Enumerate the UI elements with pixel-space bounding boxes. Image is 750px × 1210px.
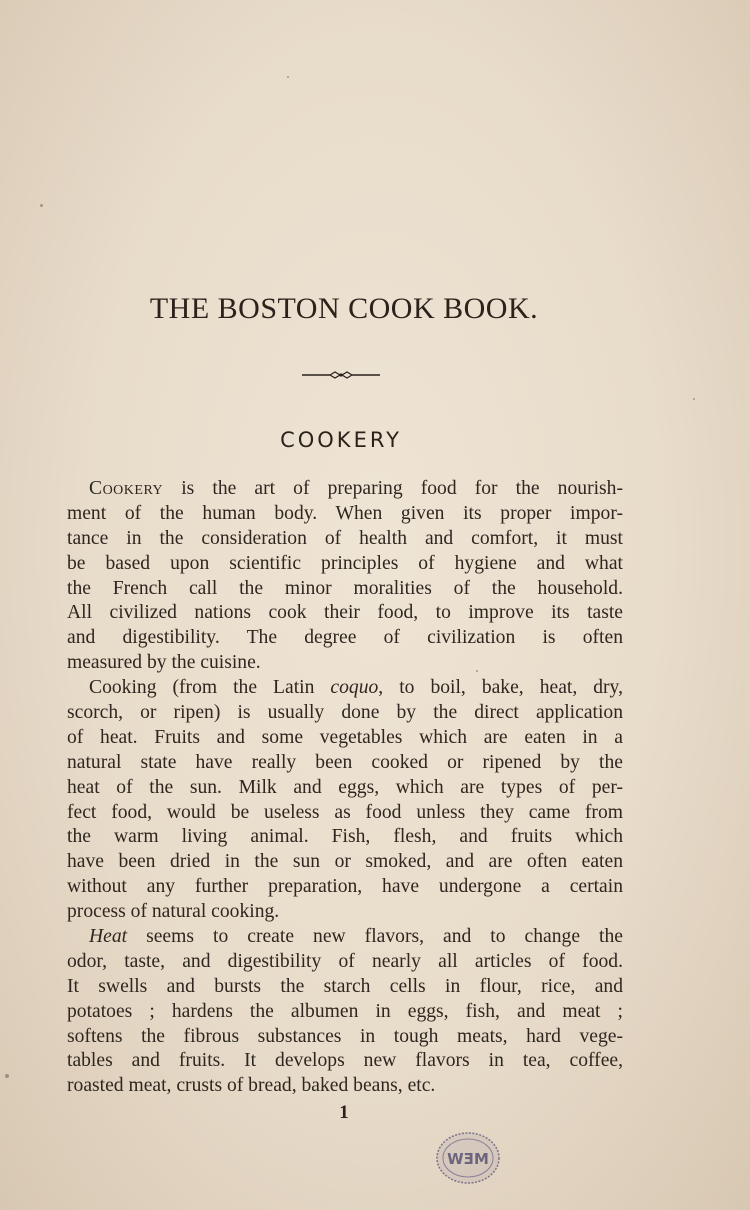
text-line [67,726,623,751]
text-segment: tables and fruits. It develops new flavors in tea, coffee, [67,1050,623,1072]
text-line [67,776,623,801]
text-line [67,875,623,900]
text-segment: seems to create new flavors, and to change the [127,926,623,948]
text-segment: be based upon scientific principles of hygiene and what [67,552,623,574]
text-segment: tance in the consideration of health and comfort, it must [67,527,623,549]
text-segment: odor, taste, and digestibility of nearly all articles of food. [67,950,623,972]
stamp-text: MEW [447,1150,489,1168]
page-number: 1 [339,1102,349,1123]
text-line [67,676,623,701]
text-line [67,751,623,776]
text-line [67,527,623,552]
text-segment: have been dried in the sun or smoked, and are often eaten [67,851,623,873]
text-line [67,601,623,626]
text-line [67,975,623,1000]
paper-speck [287,76,289,78]
text-segment: measured by the cuisine. [67,652,261,674]
italic-term: Heat [89,926,128,948]
text-segment: ment of the human body. When given its proper impor- [67,502,623,524]
text-segment: process of natural cooking. [67,901,280,923]
body-text [67,477,623,1099]
text-line [67,801,623,826]
text-segment: the French call the minor moralities of the household. [67,577,623,599]
ornament-divider-icon [300,368,382,382]
text-segment: the warm living animal. Fish, flesh, and fruits which [67,826,623,848]
paper-speck [40,204,43,207]
text-line [67,825,623,850]
text-line [67,900,623,925]
text-line [67,552,623,577]
text-line [67,1000,623,1025]
text-segment: roasted meat, crusts of bread, baked beans, etc. [67,1075,436,1097]
text-segment: softens the fibrous substances in tough meats, hard vege- [67,1025,623,1047]
text-segment: Cooking (from the Latin [89,677,331,699]
section-heading: COOKERY [280,428,402,452]
text-line [67,1074,623,1099]
text-line [67,850,623,875]
text-segment: and digestibility. The degree of civilization is often [67,627,623,649]
text-line [67,651,623,676]
text-line [67,925,623,950]
text-line [67,477,623,502]
text-segment: It swells and bursts the starch cells in flour, rice, and [67,975,623,997]
text-segment: without any further preparation, have undergone a certain [67,876,623,898]
text-segment: All civilized nations cook their food, to improve its taste [67,602,623,624]
library-stamp-icon [434,1130,502,1186]
text-line [67,701,623,726]
text-line [67,626,623,651]
text-line [67,1025,623,1050]
text-line [67,950,623,975]
text-segment: of heat. Fruits and some vegetables which are eaten in a [67,726,623,748]
small-caps-term: Cookery [89,478,164,499]
text-line [67,502,623,527]
text-segment: fect food, would be useless as food unless they came from [67,801,623,823]
text-line [67,1049,623,1074]
text-segment: natural state have really been cooked or ripened by the [67,751,623,773]
text-segment: is the art of preparing food for the nourish- [163,478,623,499]
text-segment: , to boil, bake, heat, dry, [378,677,623,699]
text-line [67,577,623,602]
text-segment: potatoes ; hardens the albumen in eggs, fish, and meat ; [67,1000,623,1022]
paper-speck [5,1074,9,1078]
paper-speck [693,398,695,400]
text-segment: scorch, or ripen) is usually done by the direct application [67,702,623,724]
italic-term: coquo [330,677,379,699]
book-title: THE BOSTON COOK BOOK. [149,292,539,325]
text-segment: heat of the sun. Milk and eggs, which are types of per- [67,776,623,798]
